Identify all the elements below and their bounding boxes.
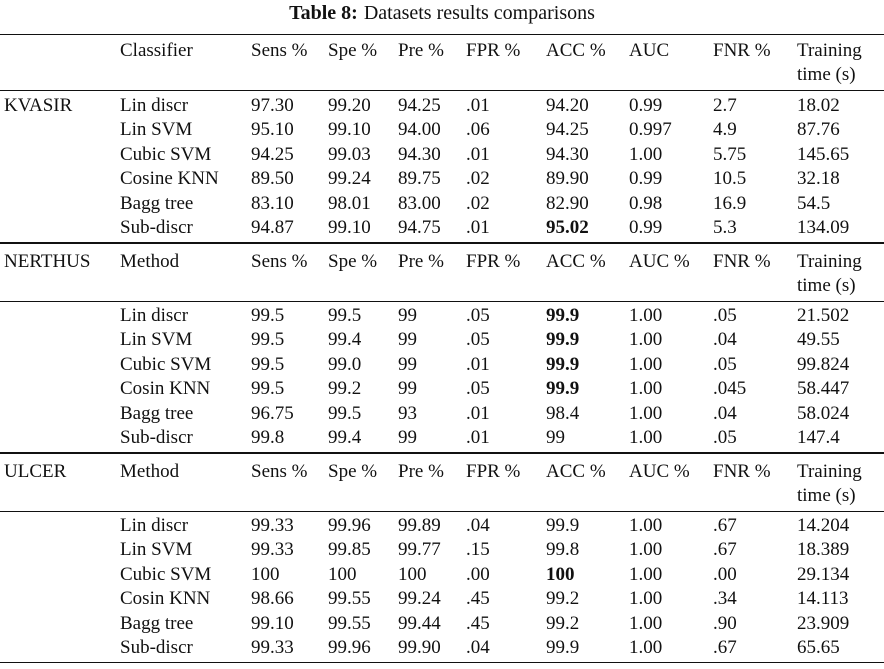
nerthus-header-auc: AUC % xyxy=(629,251,690,272)
cell-fnr: .045 xyxy=(713,378,747,400)
cell-pre: 99.90 xyxy=(398,637,441,658)
cell-auc: 0.997 xyxy=(629,119,672,141)
cell-acc: 99.9 xyxy=(546,378,580,400)
ulcer-header-fnr: FNR % xyxy=(713,461,771,482)
cell-spe: 99.96 xyxy=(328,515,371,536)
header-row xyxy=(0,39,884,63)
cell-acc: 99.2 xyxy=(546,588,580,610)
cell-auc: 0.98 xyxy=(629,192,663,214)
table-row xyxy=(0,636,884,660)
cell-sens: 99.5 xyxy=(251,353,285,375)
cell-acc: 99.9 xyxy=(546,305,580,326)
ulcer-rule xyxy=(0,452,884,454)
cell-fpr: .04 xyxy=(466,515,490,536)
cell-auc: 1.00 xyxy=(629,305,663,326)
cell-auc: 1.00 xyxy=(629,329,663,351)
bottom-rule xyxy=(0,662,884,663)
cell-sens: 83.10 xyxy=(251,192,294,214)
cell-fnr: .05 xyxy=(713,427,737,448)
table-row xyxy=(0,94,884,118)
cell-pre: 99 xyxy=(398,329,417,351)
cell-fpr: .02 xyxy=(466,192,490,214)
cell-spe: 99.55 xyxy=(328,588,371,610)
cell-fnr: .05 xyxy=(713,353,737,375)
nerthus-header-pre: Pre % xyxy=(398,251,444,272)
table-row xyxy=(0,143,884,167)
cell-pre: 89.75 xyxy=(398,168,441,190)
cell-acc: 100 xyxy=(546,563,575,585)
table-row xyxy=(0,353,884,377)
cell-method: Bagg tree xyxy=(120,192,194,214)
cell-fpr: .01 xyxy=(466,143,490,165)
cell-fpr: .05 xyxy=(466,378,490,400)
cell-spe: 99.5 xyxy=(328,402,362,424)
cell-fnr: 2.7 xyxy=(713,95,737,116)
cell-fnr: 5.3 xyxy=(713,217,737,238)
cell-fpr: .05 xyxy=(466,329,490,351)
table-caption xyxy=(0,0,884,30)
cell-fpr: .05 xyxy=(466,305,490,326)
cell-method: Cubic SVM xyxy=(120,563,212,585)
table-row xyxy=(0,402,884,426)
header-fpr: FPR % xyxy=(466,40,521,61)
cell-method: Lin discr xyxy=(120,515,189,536)
cell-auc: 0.99 xyxy=(629,217,663,238)
cell-sens: 97.30 xyxy=(251,95,294,116)
cell-training: 134.09 xyxy=(797,217,850,238)
top-rule xyxy=(0,34,884,35)
nerthus-header-spe: Spe % xyxy=(328,251,378,272)
table-row xyxy=(0,426,884,450)
cell-spe: 99.4 xyxy=(328,329,362,351)
cell-auc: 1.00 xyxy=(629,588,663,610)
cell-pre: 99 xyxy=(398,427,417,448)
cell-pre: 99.44 xyxy=(398,612,441,634)
cell-fnr: .34 xyxy=(713,588,737,610)
cell-spe: 99.03 xyxy=(328,143,371,165)
cell-acc: 99 xyxy=(546,427,565,448)
cell-spe: 99.10 xyxy=(328,119,371,141)
cell-training: 49.55 xyxy=(797,329,840,351)
cell-method: Cubic SVM xyxy=(120,143,212,165)
cell-method: Cubic SVM xyxy=(120,353,212,375)
cell-method: Lin discr xyxy=(120,95,189,116)
table-row xyxy=(0,538,884,562)
cell-spe: 99.10 xyxy=(328,217,371,238)
cell-sens: 99.33 xyxy=(251,637,294,658)
cell-fpr: .01 xyxy=(466,95,490,116)
cell-auc: 1.00 xyxy=(629,515,663,536)
cell-method: Cosin KNN xyxy=(120,378,211,400)
cell-pre: 83.00 xyxy=(398,192,441,214)
cell-fpr: .01 xyxy=(466,217,490,238)
cell-training: 18.389 xyxy=(797,539,850,561)
cell-fnr: .04 xyxy=(713,329,737,351)
cell-fnr: 5.75 xyxy=(713,143,747,165)
cell-acc: 94.25 xyxy=(546,119,589,141)
cell-sens: 94.25 xyxy=(251,143,294,165)
cell-auc: 0.99 xyxy=(629,95,663,116)
cell-acc: 99.8 xyxy=(546,539,580,561)
cell-auc: 1.00 xyxy=(629,402,663,424)
cell-auc: 1.00 xyxy=(629,563,663,585)
table-row xyxy=(0,587,884,611)
cell-pre: 99.24 xyxy=(398,588,441,610)
cell-training: 58.024 xyxy=(797,402,850,424)
cell-fnr: .67 xyxy=(713,637,737,658)
cell-auc: 1.00 xyxy=(629,427,663,448)
dataset-name-ulcer: ULCER xyxy=(4,461,67,482)
cell-training: 65.65 xyxy=(797,637,840,658)
table-row xyxy=(0,563,884,587)
kvasir-rule xyxy=(0,90,884,91)
cell-fnr: 10.5 xyxy=(713,168,747,190)
cell-auc: 1.00 xyxy=(629,143,663,165)
cell-pre: 99 xyxy=(398,378,417,400)
cell-training: 99.824 xyxy=(797,353,850,375)
cell-auc: 0.99 xyxy=(629,168,663,190)
cell-acc: 95.02 xyxy=(546,217,589,238)
cell-training: 23.909 xyxy=(797,612,850,634)
header-sens: Sens % xyxy=(251,40,308,61)
header-row-2 xyxy=(0,63,884,87)
table-row xyxy=(0,216,884,240)
cell-pre: 94.00 xyxy=(398,119,441,141)
nerthus-header-training: Training xyxy=(797,251,862,272)
cell-fnr: .67 xyxy=(713,515,737,536)
header-classifier: Classifier xyxy=(120,40,193,61)
table-number: Table 8: xyxy=(289,2,358,24)
cell-pre: 94.25 xyxy=(398,95,441,116)
cell-fpr: .01 xyxy=(466,427,490,448)
cell-method: Lin SVM xyxy=(120,539,193,561)
cell-fpr: .45 xyxy=(466,588,490,610)
cell-spe: 99.5 xyxy=(328,305,362,326)
cell-sens: 99.33 xyxy=(251,539,294,561)
cell-training: 147.4 xyxy=(797,427,840,448)
cell-fpr: .02 xyxy=(466,168,490,190)
cell-fpr: .04 xyxy=(466,637,490,658)
cell-auc: 1.00 xyxy=(629,378,663,400)
cell-method: Cosine KNN xyxy=(120,168,219,190)
cell-acc: 99.2 xyxy=(546,612,580,634)
ulcer-header-row-2 xyxy=(0,484,884,508)
dataset-name-kvasir: KVASIR xyxy=(4,95,73,116)
cell-training: 54.5 xyxy=(797,192,831,214)
cell-fnr: 4.9 xyxy=(713,119,737,141)
ulcer-header-sens: Sens % xyxy=(251,461,308,482)
cell-spe: 99.85 xyxy=(328,539,371,561)
cell-sens: 99.8 xyxy=(251,427,285,448)
cell-fnr: 16.9 xyxy=(713,192,747,214)
cell-acc: 94.30 xyxy=(546,143,589,165)
table-row xyxy=(0,514,884,538)
nerthus-header-row-2 xyxy=(0,274,884,298)
ulcer-header-training-unit: time (s) xyxy=(797,485,856,506)
cell-acc: 89.90 xyxy=(546,168,589,190)
header-acc: ACC % xyxy=(546,40,606,61)
cell-pre: 94.75 xyxy=(398,217,441,238)
cell-method: Lin SVM xyxy=(120,119,193,141)
cell-fnr: .05 xyxy=(713,305,737,326)
cell-sens: 89.50 xyxy=(251,168,294,190)
cell-sens: 96.75 xyxy=(251,402,294,424)
cell-method: Lin SVM xyxy=(120,329,193,351)
cell-method: Bagg tree xyxy=(120,402,194,424)
cell-acc: 94.20 xyxy=(546,95,589,116)
cell-auc: 1.00 xyxy=(629,539,663,561)
cell-sens: 99.5 xyxy=(251,378,285,400)
ulcer-header-method: Method xyxy=(120,461,180,482)
cell-acc: 99.9 xyxy=(546,515,580,536)
cell-sens: 98.66 xyxy=(251,588,294,610)
cell-sens: 99.5 xyxy=(251,305,285,326)
nerthus-data-rule xyxy=(0,301,884,302)
cell-pre: 99.89 xyxy=(398,515,441,536)
cell-training: 14.204 xyxy=(797,515,850,536)
cell-sens: 99.33 xyxy=(251,515,294,536)
cell-fnr: .00 xyxy=(713,563,737,585)
cell-method: Lin discr xyxy=(120,305,189,326)
table-row xyxy=(0,167,884,191)
nerthus-header-method: Method xyxy=(120,251,180,272)
cell-acc: 98.4 xyxy=(546,402,580,424)
ulcer-header-pre: Pre % xyxy=(398,461,444,482)
cell-spe: 99.24 xyxy=(328,168,371,190)
cell-pre: 93 xyxy=(398,402,417,424)
cell-fpr: .45 xyxy=(466,612,490,634)
cell-acc: 82.90 xyxy=(546,192,589,214)
cell-acc: 99.9 xyxy=(546,637,580,658)
table-row xyxy=(0,192,884,216)
cell-auc: 1.00 xyxy=(629,612,663,634)
nerthus-rule xyxy=(0,242,884,244)
cell-training: 32.18 xyxy=(797,168,840,190)
header-auc: AUC xyxy=(629,40,670,61)
cell-fnr: .67 xyxy=(713,539,737,561)
cell-training: 21.502 xyxy=(797,305,850,326)
cell-spe: 99.2 xyxy=(328,378,362,400)
cell-fpr: .06 xyxy=(466,119,490,141)
table-row xyxy=(0,328,884,352)
cell-fpr: .01 xyxy=(466,402,490,424)
cell-auc: 1.00 xyxy=(629,637,663,658)
cell-auc: 1.00 xyxy=(629,353,663,375)
cell-sens: 100 xyxy=(251,563,280,585)
cell-fpr: .00 xyxy=(466,563,490,585)
header-training-unit: time (s) xyxy=(797,64,856,85)
cell-spe: 99.0 xyxy=(328,353,362,375)
cell-training: 14.113 xyxy=(797,588,849,610)
cell-pre: 99 xyxy=(398,353,417,375)
cell-spe: 100 xyxy=(328,563,357,585)
header-pre: Pre % xyxy=(398,40,444,61)
cell-method: Sub-discr xyxy=(120,217,193,238)
ulcer-header-training: Training xyxy=(797,461,862,482)
cell-fpr: .01 xyxy=(466,353,490,375)
table-row xyxy=(0,377,884,401)
cell-sens: 99.5 xyxy=(251,329,285,351)
header-training: Training xyxy=(797,40,862,61)
cell-method: Sub-discr xyxy=(120,637,193,658)
table-row xyxy=(0,612,884,636)
nerthus-header-acc: ACC % xyxy=(546,251,606,272)
cell-training: 29.134 xyxy=(797,563,850,585)
ulcer-header-auc: AUC % xyxy=(629,461,690,482)
cell-sens: 99.10 xyxy=(251,612,294,634)
table-row xyxy=(0,304,884,328)
cell-spe: 98.01 xyxy=(328,192,371,214)
cell-pre: 99 xyxy=(398,305,417,326)
cell-training: 145.65 xyxy=(797,143,850,165)
header-fnr: FNR % xyxy=(713,40,771,61)
nerthus-header-fnr: FNR % xyxy=(713,251,771,272)
cell-sens: 95.10 xyxy=(251,119,294,141)
ulcer-header-row xyxy=(0,460,884,484)
cell-training: 87.76 xyxy=(797,119,840,141)
cell-pre: 94.30 xyxy=(398,143,441,165)
cell-fnr: .04 xyxy=(713,402,737,424)
cell-pre: 99.77 xyxy=(398,539,441,561)
cell-spe: 99.20 xyxy=(328,95,371,116)
cell-spe: 99.55 xyxy=(328,612,371,634)
cell-method: Sub-discr xyxy=(120,427,193,448)
dataset-name-nerthus: NERTHUS xyxy=(4,251,91,272)
ulcer-header-acc: ACC % xyxy=(546,461,606,482)
nerthus-header-row xyxy=(0,250,884,274)
nerthus-header-training-unit: time (s) xyxy=(797,275,856,296)
nerthus-header-sens: Sens % xyxy=(251,251,308,272)
cell-spe: 99.96 xyxy=(328,637,371,658)
ulcer-header-fpr: FPR % xyxy=(466,461,521,482)
cell-pre: 100 xyxy=(398,563,427,585)
cell-method: Cosin KNN xyxy=(120,588,211,610)
header-spe: Spe % xyxy=(328,40,378,61)
cell-acc: 99.9 xyxy=(546,353,580,375)
cell-fpr: .15 xyxy=(466,539,490,561)
ulcer-data-rule xyxy=(0,511,884,512)
cell-fnr: .90 xyxy=(713,612,737,634)
nerthus-header-fpr: FPR % xyxy=(466,251,521,272)
cell-training: 18.02 xyxy=(797,95,840,116)
table-row xyxy=(0,118,884,142)
cell-spe: 99.4 xyxy=(328,427,362,448)
ulcer-header-spe: Spe % xyxy=(328,461,378,482)
table-title: Datasets results comparisons xyxy=(363,2,595,24)
cell-acc: 99.9 xyxy=(546,329,580,351)
cell-sens: 94.87 xyxy=(251,217,294,238)
cell-training: 58.447 xyxy=(797,378,850,400)
cell-method: Bagg tree xyxy=(120,612,194,634)
